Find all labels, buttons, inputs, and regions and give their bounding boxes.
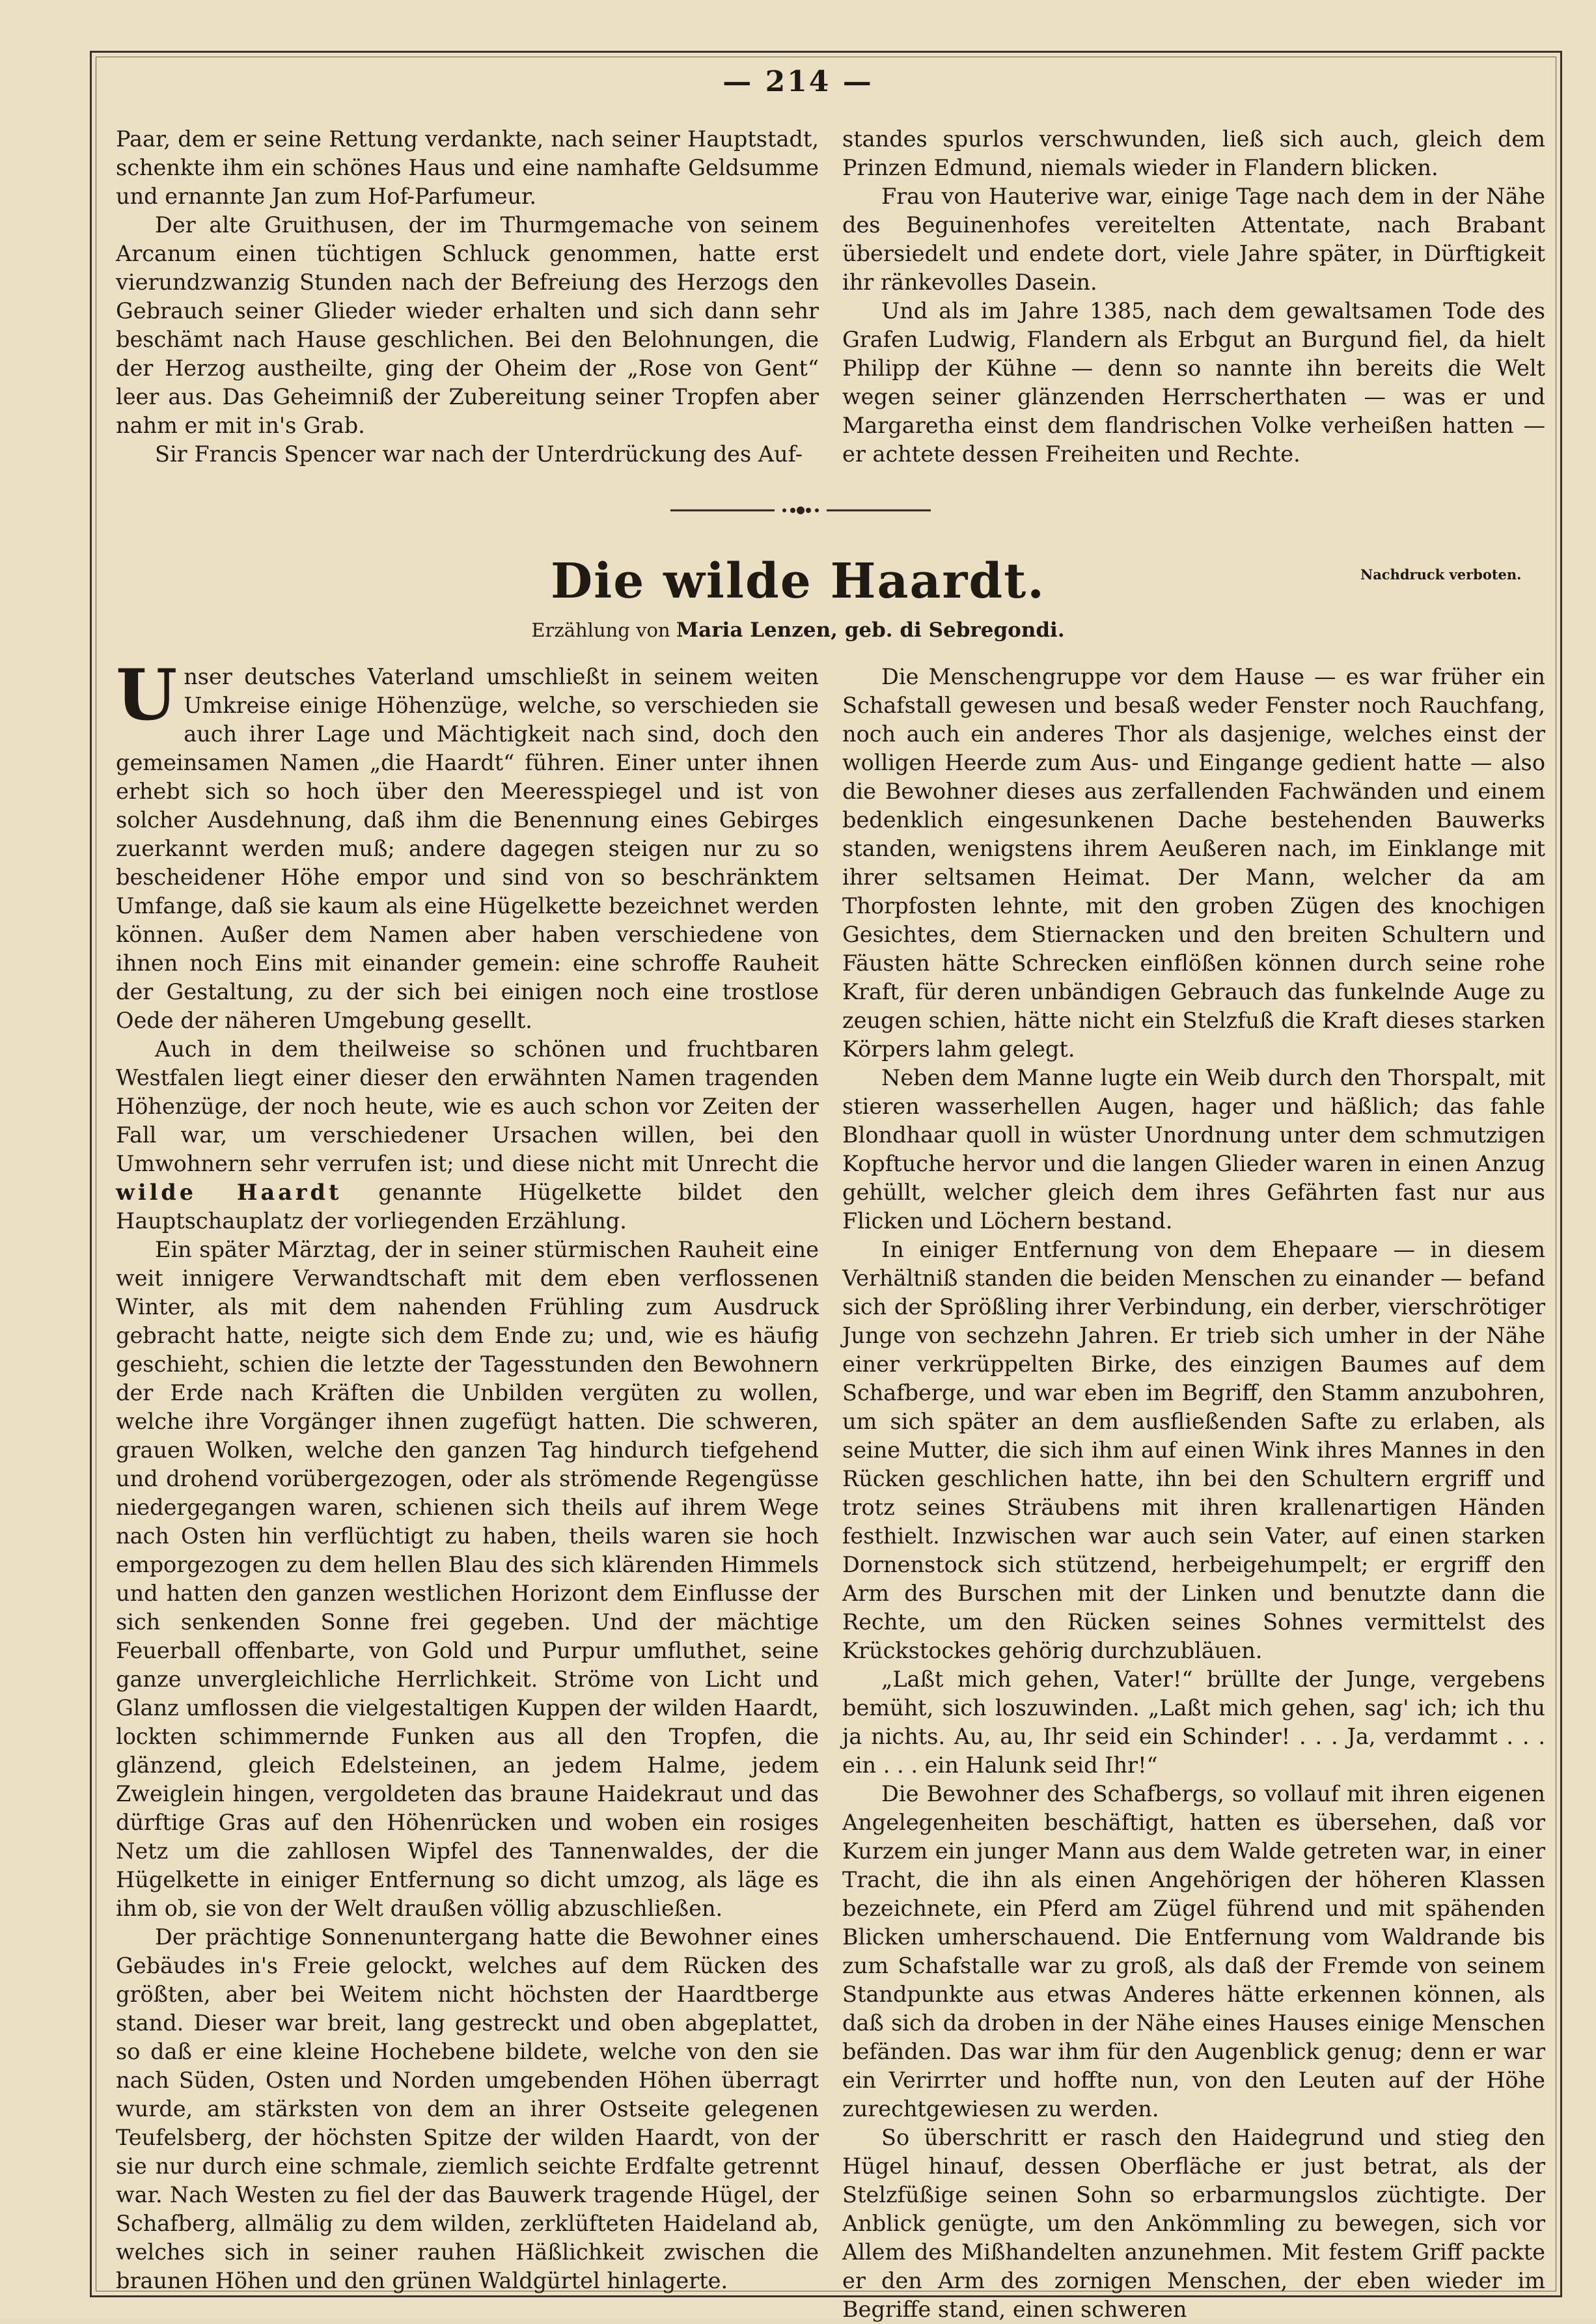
paragraph: Der prächtige Sonnenuntergang hatte die Bewohner eines Gebäudes in's Freie gelockt, welches auf dem Rücken des größten, aber bei Weitem nicht höchsten der Haardtberge stand. Dieser war breit, lang gestreckt und oben abgeplattet, so daß er eine kleine Hochebene bildete, welche von den sie nach Süden, Osten und Norden umgebenden Höhen überragt wurde, am stärksten von dem an ihrer Ostseite gelegenen Teufelsberg, der höchsten Spitze der wilden Haardt, von der sie nur durch eine schmale, ziemlich seichte Erdfalte getrennt war. Nach Westen zu fiel der das Bauwerk tragende Hügel, der Schafberg, allmälig zu dem wilden, zerklüfteten Haideland ab, welches sich in seiner rauhen Häßlichkeit zwischen die braunen Höhen und den grünen Waldgürtel hinlagerte. bbox=[116, 1924, 819, 2293]
story-right-column bbox=[842, 663, 1545, 2324]
reprint-notice: Nachdruck verboten. bbox=[1360, 566, 1522, 583]
paragraph: Der alte Gruithusen, der im Thurmgemache von seinem Arcanum einen tüchtigen Schluck genommen, hatte erst vierundzwanzig Stunden nach der Befreiung des Herzogs den Gebrauch seiner Glieder wieder erhalten und sich dann sehr beschämt nach Hause geschlichen. Bei den Belohnungen, die der Herzog austheilte, ging der Oheim der „Rose von Gent“ leer aus. Das Geheimniß der Zubereitung seiner Tropfen aber nahm er mit in's Grab. bbox=[116, 212, 819, 438]
paragraph-text: nser deutsches Vaterland umschließt in seinem weiten Umkreise einige Höhenzüge, welche, so verschieden sie auch ihrer Lage und Mächtigkeit nach sind, doch den gemeinsamen Namen „die Haardt“ führen. Einer unter ihnen erhebt sich so hoch über den Meeresspiegel und ist von solcher Ausdehnung, daß ihm die Benennung eines Gebirges zuerkannt werden muß; andere dagegen steigen nur zu so bescheidener Höhe empor und sind von so beschränktem Umfange, daß sie kaum als eine Hügelkette bezeichnet werden können. Außer dem Namen aber haben verschiedene von ihnen noch Eins mit einander gemein: eine schroffe Rauheit der Gestaltung, zu der sich bei einigen noch eine trostlose Oede der näheren Umgebung gesellt. bbox=[116, 664, 819, 1033]
paragraph: Ein später Märztag, der in seiner stürmischen Rauheit eine weit innigere Verwandtschaft mit dem eben verflossenen Winter, als mit dem nahenden Frühling zum Ausdruck gebracht hatte, neigte sich dem Ende zu; und, wie es häufig geschieht, schien die letzte der Tagesstunden den Bewohnern der Erde nach Kräften die Unbilden vergüten zu wollen, welche ihre Vorgänger ihnen zugefügt hatten. Die schweren, grauen Wolken, welche den ganzen Tag hindurch tiefgehend und drohend vorübergezogen, oder als strömende Regengüsse niedergegangen waren, schienen sich theils auf ihrem Wege nach Osten hin verflüchtigt zu haben, theils waren sie hoch emporgezogen zu dem hellen Blau des sich klärenden Himmels und hatten den ganzen westlichen Horizont dem Einflusse der sich senkenden Sonne frei gegeben. Und der mächtige Feuerball offenbarte, von Gold und Purpur umfluthet, seine ganze unvergleichliche Herrlichkeit. Ströme von Licht und Glanz umflossen die vielgestaltigen Kuppen der wilden Haardt, lockten schimmernde Funken aus all den Tropfen, die glänzend, gleich Edelsteinen, an jedem Halme, jedem Zweiglein hingen, vergoldeten das braune Haidekraut und das dürftige Gras auf den Höhenrücken und woben ein rosiges Netz um die zahllosen Wipfel des Tannenwaldes, der die Hügelkette in einiger Entfernung so dicht umzog, als läge es ihm ob, sie von der Welt draußen völlig abzuschließen. bbox=[116, 1237, 819, 1921]
paragraph: So überschritt er rasch den Haidegrund und stieg den Hügel hinauf, dessen Oberfläche er just betrat, als der Stelzfüßige seinen Sohn so erbarmungslos züchtigte. Der Anblick genügte, um den Ankömmling zu bewegen, sich vor Allem des Mißhandelten anzunehmen. Mit festem Griff packte er den Arm des zornigen Menschen, der eben wieder im Begriffe stand, einen schweren bbox=[842, 2125, 1545, 2322]
paragraph: standes spurlos verschwunden, ließ sich auch, gleich dem Prinzen Edmund, niemals wieder in Flandern blicken. bbox=[842, 126, 1545, 180]
ornamental-divider bbox=[670, 505, 931, 516]
byline-prefix: Erzählung von bbox=[531, 619, 670, 641]
paragraph: Und als im Jahre 1385, nach dem gewaltsamen Tode des Grafen Ludwig, Flandern als Erbgut an Burgund fiel, da hielt Philipp der Kühne — denn so nannte ihn bereits die Welt wegen seiner glänzenden Herrscherthaten — was er und Margaretha einst dem flandrischen Volke verheißen hatten — er achtete dessen Freiheiten und Rechte. bbox=[842, 298, 1545, 467]
paragraph: In einiger Entfernung von dem Ehepaare — in diesem Verhältniß standen die beiden Menschen zu einander — befand sich der Sprößling ihrer Verbindung, ein derber, vierschrötiger Junge von sechzehn Jahren. Er trieb sich umher in der Nähe einer verkrüppelten Birke, des einzigen Baumes auf dem Schafberge, und war eben im Begriff, den Stamm anzubohren, um sich später an dem ausfließenden Safte zu erlaben, als seine Mutter, die sich ihm auf einen Wink ihres Mannes in den Rücken geschlichen hatte, ihn bei den Schultern ergriff und trotz seines Sträubens mit ihren krallenartigen Händen festhielt. Inzwischen war auch sein Vater, auf einen starken Dornenstock sich stützend, herbeigehumpelt; er ergriff den Arm des Burschen mit der Linken und benutzte dann die Rechte, um den Rücken seines Sohnes vermittelst des Krückstockes gehörig durchzubläuen. bbox=[842, 1237, 1545, 1663]
paragraph: Sir Francis Spencer war nach der Unterdrückung des Auf- bbox=[155, 441, 803, 467]
story-left-column bbox=[116, 654, 819, 2295]
paragraph: Die Menschengruppe vor dem Hause — es war früher ein Schafstall gewesen und besaß weder Fenster noch Rauchfang, noch auch ein anderes Thor als dasjenige, welches einst der wolligen Heerde zum Aus- und Eingange gedient hatte — also die Bewohner dieses aus zerfallenden Fachwänden und einem bedenklich eingesunkenen Dache bestehenden Bauwerks standen, wenigstens ihrem Aeußeren nach, im Einklange mit ihrer seltsamen Heimat. Der Mann, welcher da am Thorpfosten lehnte, mit den groben Zügen des knochigen Gesichtes, dem Stiernacken und den breiten Schultern und Fäusten hätte Schrecken einflößen können durch seine rohe Kraft, für deren unbändigen Gebrauch das funkelnde Auge zu zeugen schien, hätte nicht ein Stelzfuß die Kraft dieses starken Körpers lahm gelegt. bbox=[842, 664, 1545, 1062]
paragraph: Die Bewohner des Schafbergs, so vollauf mit ihren eigenen Angelegenheiten beschäftigt, hatten es übersehen, daß vor Kurzem ein junger Mann aus dem Walde getreten war, in einer Tracht, die ihn als einen Angehörigen der höheren Klassen bezeichnete, ein Pferd am Zügel führend und mit spähenden Blicken umherschauend. Die Entfernung vom Waldrande bis zum Schafstalle war zu groß, als daß der Fremde von seinem Standpunkte aus etwas Anderes hätte erkennen können, als daß sich da droben in der Nähe eines Hauses einige Menschen befänden. Das war ihm für den Augenblick genug; denn er war ein Verirrter und hoffte nun, von den Leuten auf der Höhe zurechtgewiesen zu werden. bbox=[842, 1781, 1545, 2122]
drop-cap: U bbox=[116, 654, 178, 736]
story-title: Die wilde Haardt. bbox=[550, 553, 1046, 609]
previous-story-right-column bbox=[842, 125, 1545, 469]
byline-author: Maria Lenzen, geb. di Sebregondi. bbox=[676, 618, 1065, 642]
paragraph bbox=[116, 654, 819, 1035]
paragraph: Frau von Hauterive war, einige Tage nach dem in der Nähe des Beguinenhofes vereitelten Attentate, nach Brabant übersiedelt und endete dort, viele Jahre später, in Dürftigkeit ihr ränkevolles Dasein. bbox=[842, 184, 1545, 295]
paragraph: Neben dem Manne lugte ein Weib durch den Thorspalt, mit stieren wasserhellen Augen, hager und häßlich; das fahle Blondhaar quoll in wüster Unordnung unter dem schmutzigen Kopftuche hervor und die langen Glieder waren in einen Anzug gehüllt, welcher gleich dem ihres Gefährten fast nur aus Flicken und Löchern bestand. bbox=[842, 1065, 1545, 1234]
byline bbox=[0, 618, 1596, 642]
paragraph: Auch in dem theilweise so schönen und fruchtbaren Westfalen liegt einer dieser den erwähnten Namen tragenden Höhenzüge, der noch heute, wie es auch schon vor Zeiten der Fall war, um verschiedener Ursachen willen, bei den Umwohnern sehr verrufen ist; und diese nicht mit Unrecht die wilde Haardt genannte Hügelkette bildet den Hauptschauplatz der vorliegenden Erzählung. bbox=[116, 1036, 819, 1234]
page-number: — 214 — bbox=[722, 65, 874, 98]
paragraph: „Laßt mich gehen, Vater!“ brüllte der Junge, vergebens bemüht, sich loszuwinden. „Laßt mich gehen, sag' ich; ich thu ja nichts. Au, au, Ihr seid ein Schinder! . . . Ja, verdammt . . . ein . . . ein Halunk seid Ihr!“ bbox=[842, 1667, 1545, 1778]
previous-story-left-column bbox=[116, 125, 819, 469]
emphasis: wilde Haardt bbox=[116, 1180, 342, 1205]
paragraph: Paar, dem er seine Rettung verdankte, nach seiner Hauptstadt, schenkte ihm ein schönes Haus und eine namhafte Geldsumme und ernannte Jan zum Hof-Parfumeur. bbox=[116, 126, 819, 209]
